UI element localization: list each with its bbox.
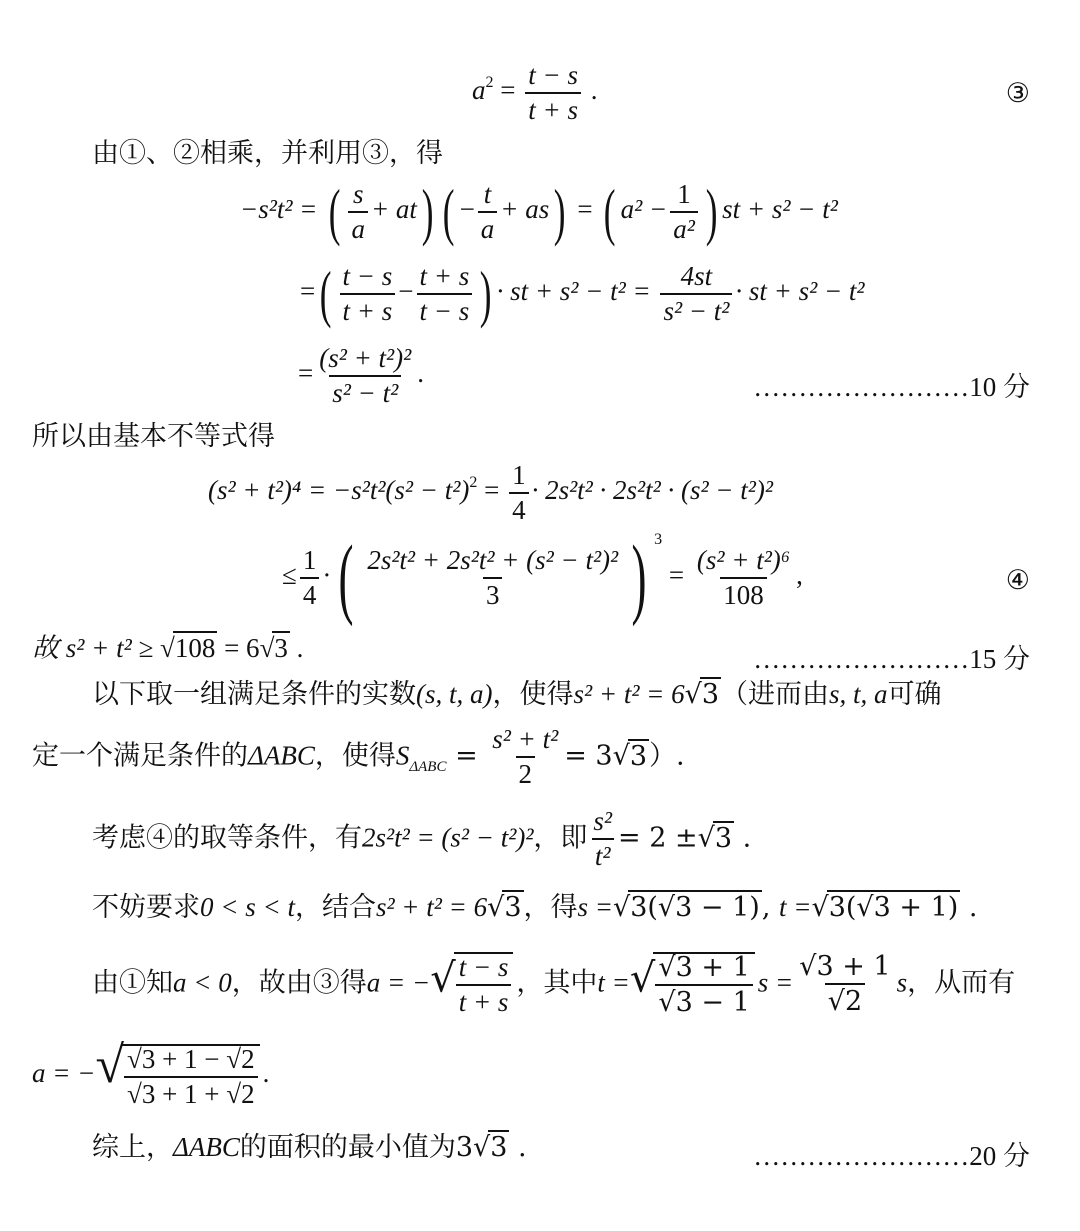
- p2-frac-num: s²: [593, 806, 613, 836]
- p2-d: .: [734, 822, 752, 854]
- p4-ineq: a < 0: [173, 967, 232, 998]
- paren-open: (: [320, 258, 332, 329]
- eq3-den: t + s: [525, 92, 581, 124]
- b2-row2-tail: ,: [796, 560, 803, 590]
- row2-tail: · st + s² − t²: [735, 276, 865, 307]
- paren-open: (: [338, 527, 354, 627]
- p3-d: .: [960, 892, 978, 923]
- b2-row2-le: ≤: [282, 560, 297, 590]
- paren-close: ): [705, 176, 718, 247]
- p1-a: 以下取一组满足条件的实数: [92, 679, 416, 710]
- row1-frac2-den: a: [478, 211, 498, 243]
- concl-b: 的面积的最小值为: [239, 1132, 456, 1163]
- eq-block2-row2: ≤ $\frac{1}{4}$ ·( $\frac{\text{2s²t² + 2s²t² + (s² − t²)²}}{3}$ ) $^3$ = $\frac{\text{(s² + t²)⁶}}{108}$ ,: [282, 527, 803, 627]
- b2-row2-pow: 3: [654, 531, 663, 548]
- row1-frac1-num: s: [352, 179, 364, 209]
- p2-c: = 2 ±: [618, 822, 698, 854]
- so-text-b: = 6: [217, 633, 260, 663]
- p4-t-eq: t =: [597, 967, 630, 998]
- line-so: 故 s² + t² ≥ √108 = 6√3 .: [32, 633, 304, 663]
- paren-close: ): [421, 176, 434, 247]
- p3-s-rad: 3(√3 − 1): [630, 892, 760, 923]
- eq-block1-row2: =( $\frac{t - s}{t + s}$ − $\frac{t + s}{t - s}$ ) · st + s² − t² = $\frac{4st}{\text{s² − t²}}$ · st + s² − t²: [300, 258, 865, 329]
- p1-sqrt: 3: [701, 679, 720, 710]
- score-10: ……………………10 分: [753, 372, 1030, 402]
- b2-row1-frac-num: 1: [512, 460, 526, 490]
- p3-b: ，结合: [294, 892, 376, 923]
- row2-frac1-num: t − s: [342, 261, 393, 291]
- p1l2-sqrt: 3: [629, 740, 648, 772]
- b2-row2-rfrac: [694, 544, 793, 610]
- concl-val: 3: [455, 1132, 474, 1163]
- p1l2-b: ，使得: [314, 740, 396, 772]
- eq-block2-row1: [208, 462, 773, 524]
- row1-frac3: [670, 181, 698, 243]
- row2-frac3: [660, 263, 732, 325]
- row2-frac2-den: t − s: [417, 293, 473, 325]
- p1l2-tri: ΔABC: [248, 740, 315, 771]
- concl-tri: ΔABC: [173, 1132, 240, 1162]
- eqa-frac: [122, 1044, 260, 1108]
- row2-frac2: [417, 263, 473, 325]
- p4-frac1-num: t − s: [458, 952, 509, 982]
- row1-plus-as: + as: [500, 194, 550, 225]
- p3-a: 不妨要求: [92, 892, 200, 923]
- row1-tail: st + s² − t²: [722, 194, 838, 225]
- p1l2-frac-num: s² + t²: [492, 724, 559, 754]
- row1-lhs: −s²t² =: [240, 194, 318, 225]
- row1-frac3-num: 1: [677, 179, 691, 209]
- p4-frac2-den: √3 − 1: [655, 984, 752, 1016]
- eqa-den: √3 + 1 + √2: [124, 1076, 258, 1108]
- row2-minus: −: [398, 276, 414, 307]
- row1-frac3-den: a²: [670, 211, 698, 243]
- p1-d: 可确: [887, 679, 942, 710]
- p1l2-Ssub: ΔABC: [409, 758, 447, 775]
- paren-close: ): [554, 176, 566, 247]
- b2-row2-frac-den: 4: [300, 577, 320, 609]
- row1-plus-at: + at: [370, 194, 417, 225]
- p4-s2: s: [896, 967, 908, 998]
- p4-frac3: [796, 953, 893, 1015]
- eqa-tail: .: [262, 1058, 270, 1088]
- eq3-tail: .: [590, 75, 598, 106]
- row1-frac2-num: t: [483, 179, 492, 209]
- concl-a: 综上，: [92, 1132, 173, 1163]
- row2-frac2-num: t + s: [419, 261, 470, 291]
- so-sqrt2: 3: [274, 633, 288, 663]
- row2-frac1-den: t + s: [340, 293, 396, 325]
- p1l2-frac: [489, 726, 561, 788]
- p2-frac: [590, 808, 615, 870]
- eqa-num: √3 + 1 − √2: [127, 1043, 255, 1074]
- p3-ineq: 0 < s < t: [200, 892, 295, 922]
- row2-frac3-den: s² − t²: [660, 293, 732, 325]
- p3-s-eq: s =: [577, 892, 613, 922]
- para1-line2: 定一个满足条件的ΔABC，使得$S_{\Delta ABC}$ = $\frac{\text{s² + t²}}{2}$ = 3√3）.: [32, 724, 685, 789]
- row1-frac1: [348, 181, 368, 243]
- p1-b: ，使得: [492, 679, 574, 710]
- para3: 不妨要求0 < s < t，结合s² + t² = 6√3，得s =√3(√3 − 1), t =√3(√3 + 1) .: [92, 892, 978, 923]
- row2-frac3-num: 4st: [680, 261, 713, 291]
- p4-d: ，从而有: [907, 967, 1016, 999]
- b2-row1-tail: · 2s²t² · 2s²t² · (s² − t²)²: [531, 475, 773, 506]
- p2-b: ，即: [533, 822, 588, 854]
- p2-frac-den: t²: [592, 838, 614, 870]
- b2-row1-sup: 2: [469, 474, 478, 492]
- p1-tuple: (s, t, a): [416, 679, 493, 709]
- p1-eq: s² + t² = 6: [573, 679, 685, 709]
- p4-frac1: [454, 952, 514, 1016]
- text-inequality: 所以由基本不等式得: [32, 421, 275, 452]
- para1-line1: 以下取一组满足条件的实数(s, t, a)，使得s² + t² = 6√3（进而由s, t, a可确: [92, 679, 942, 710]
- b2-row2-frac: [300, 544, 320, 610]
- score-20: ……………………20 分: [753, 1141, 1030, 1171]
- paren-close: ): [631, 527, 647, 627]
- p4-frac2-num: √3 + 1: [658, 952, 750, 983]
- p1-vars: s, t, a: [829, 679, 888, 709]
- p1l2-frac-den: 2: [516, 756, 536, 788]
- eq-block1-row1: −s²t² = ( $\frac{s}{a}$ + at) ( − $\frac{t}{a}$ + as) = ( a² − $\frac{1}{\text{a²}}$ ) st + s² − t²: [240, 176, 838, 247]
- text-multiply: 由①、②相乘，并利用③，得: [92, 138, 443, 169]
- so-text-c: .: [289, 633, 304, 663]
- eqa-lhs: a = −: [32, 1058, 96, 1088]
- p4-a-eq: a = −: [366, 967, 431, 998]
- p4-b: ，故由③得: [231, 967, 367, 999]
- p1l2-eq: =: [455, 740, 478, 772]
- row2-mid: · st + s² − t² =: [496, 276, 651, 307]
- row3-den: s² − t²: [329, 375, 401, 407]
- paren-open: (: [328, 176, 341, 247]
- row3-num: (s² + t²)²: [319, 343, 412, 373]
- p3-t-rad: 3(√3 + 1): [828, 892, 959, 923]
- p4-s1: s =: [757, 967, 794, 998]
- p1l2-a: 定一个满足条件的: [32, 740, 248, 772]
- para2: 考虑④的取等条件，有2s²t² = (s² − t²)²，即 $\frac{\text{s²}}{\text{t²}}$ = 2 ±√3 .: [92, 806, 752, 871]
- b2-row2-bigfrac-num: 2s²t² + 2s²t² + (s² − t²)²: [367, 544, 619, 575]
- row1-eq: =: [577, 194, 593, 225]
- row3-frac: [316, 345, 414, 407]
- b2-row2-rfrac-num: (s² + t²)⁶: [696, 544, 791, 575]
- p4-c: ，其中: [516, 967, 598, 999]
- p4-frac3-num: √3 + 1: [799, 951, 891, 982]
- b2-row2-bigfrac: [364, 544, 621, 610]
- conclusion: 综上，ΔABC的面积的最小值为3√3 .: [92, 1132, 527, 1163]
- so-text-a: 故 s² + t² ≥: [32, 633, 160, 663]
- p3-eq: s² + t² = 6: [375, 892, 488, 922]
- p1-c: （进而由: [721, 679, 830, 710]
- paren-close: ): [480, 258, 492, 329]
- p2-a: 考虑④的取等条件，有: [92, 822, 362, 854]
- row1-frac2: [478, 181, 498, 243]
- row1-frac1-den: a: [348, 211, 368, 243]
- b2-row2-frac-num: 1: [302, 544, 317, 575]
- equation-tag-3: ③: [1005, 78, 1030, 109]
- eq3-lhs: a: [472, 75, 486, 106]
- row1-a2: a² −: [620, 194, 668, 225]
- eq3-fraction: [525, 62, 581, 124]
- p1l2-d: ）.: [649, 740, 685, 772]
- p2-sqrt: 3: [714, 822, 733, 854]
- concl-sqrt: 3: [490, 1132, 508, 1163]
- p4-frac2: [653, 952, 754, 1016]
- paren-open: (: [604, 176, 616, 247]
- concl-c: .: [509, 1132, 527, 1163]
- equation-tag-4: ④: [1005, 565, 1030, 596]
- p4-frac3-den: √2: [825, 983, 865, 1015]
- row3-tail: .: [417, 358, 424, 389]
- p1l2-c: = 3: [564, 740, 613, 772]
- p2-eq: 2s²t² = (s² − t²)²: [362, 822, 534, 853]
- p3-sqrt: 3: [504, 892, 522, 923]
- so-sqrt1: 108: [174, 633, 216, 663]
- equation-3: $a^2$ = $\frac{t - s}{t + s}$ .: [472, 60, 598, 125]
- row2-frac1: [340, 263, 396, 325]
- b2-row1-left: (s² + t²)⁴ = −s²t²(s² − t²): [208, 475, 470, 506]
- eq-a: a = −√ $\frac{√3 + 1 - √2}{√3 + 1 + √2}$ .: [32, 1037, 270, 1109]
- eq3-num: t − s: [528, 60, 578, 90]
- b2-row2-rfrac-den: 108: [720, 577, 767, 609]
- p3-t-eq: t =: [779, 892, 812, 922]
- p3-comma: ,: [761, 892, 771, 923]
- b2-row2-eq: =: [668, 560, 685, 590]
- p3-c: ，得: [523, 892, 578, 923]
- para4: 由①知a < 0，故由③得a = −√ $\frac{t - s}{t + s}$ ，其中t =√ $\frac{√3 + 1}{√3 - 1}$ s = $\frac{√3 + 1}{√2}$ s，从而有: [92, 951, 1016, 1018]
- b2-row1-frac-den: 4: [509, 492, 529, 524]
- p4-a: 由①知: [92, 967, 173, 999]
- b2-row1-frac: [509, 462, 529, 524]
- score-15: ……………………15 分: [753, 644, 1030, 674]
- paren-open: (: [443, 176, 455, 247]
- eq-block1-row3: = $\frac{\text{(s² + t²)²}}{\text{s² − t²}}$ .: [298, 343, 424, 408]
- b2-row1-eq: =: [484, 475, 500, 506]
- b2-row2-bigfrac-den: 3: [483, 577, 503, 609]
- p1l2-S: S: [395, 740, 410, 771]
- p4-frac1-den: t + s: [456, 984, 512, 1016]
